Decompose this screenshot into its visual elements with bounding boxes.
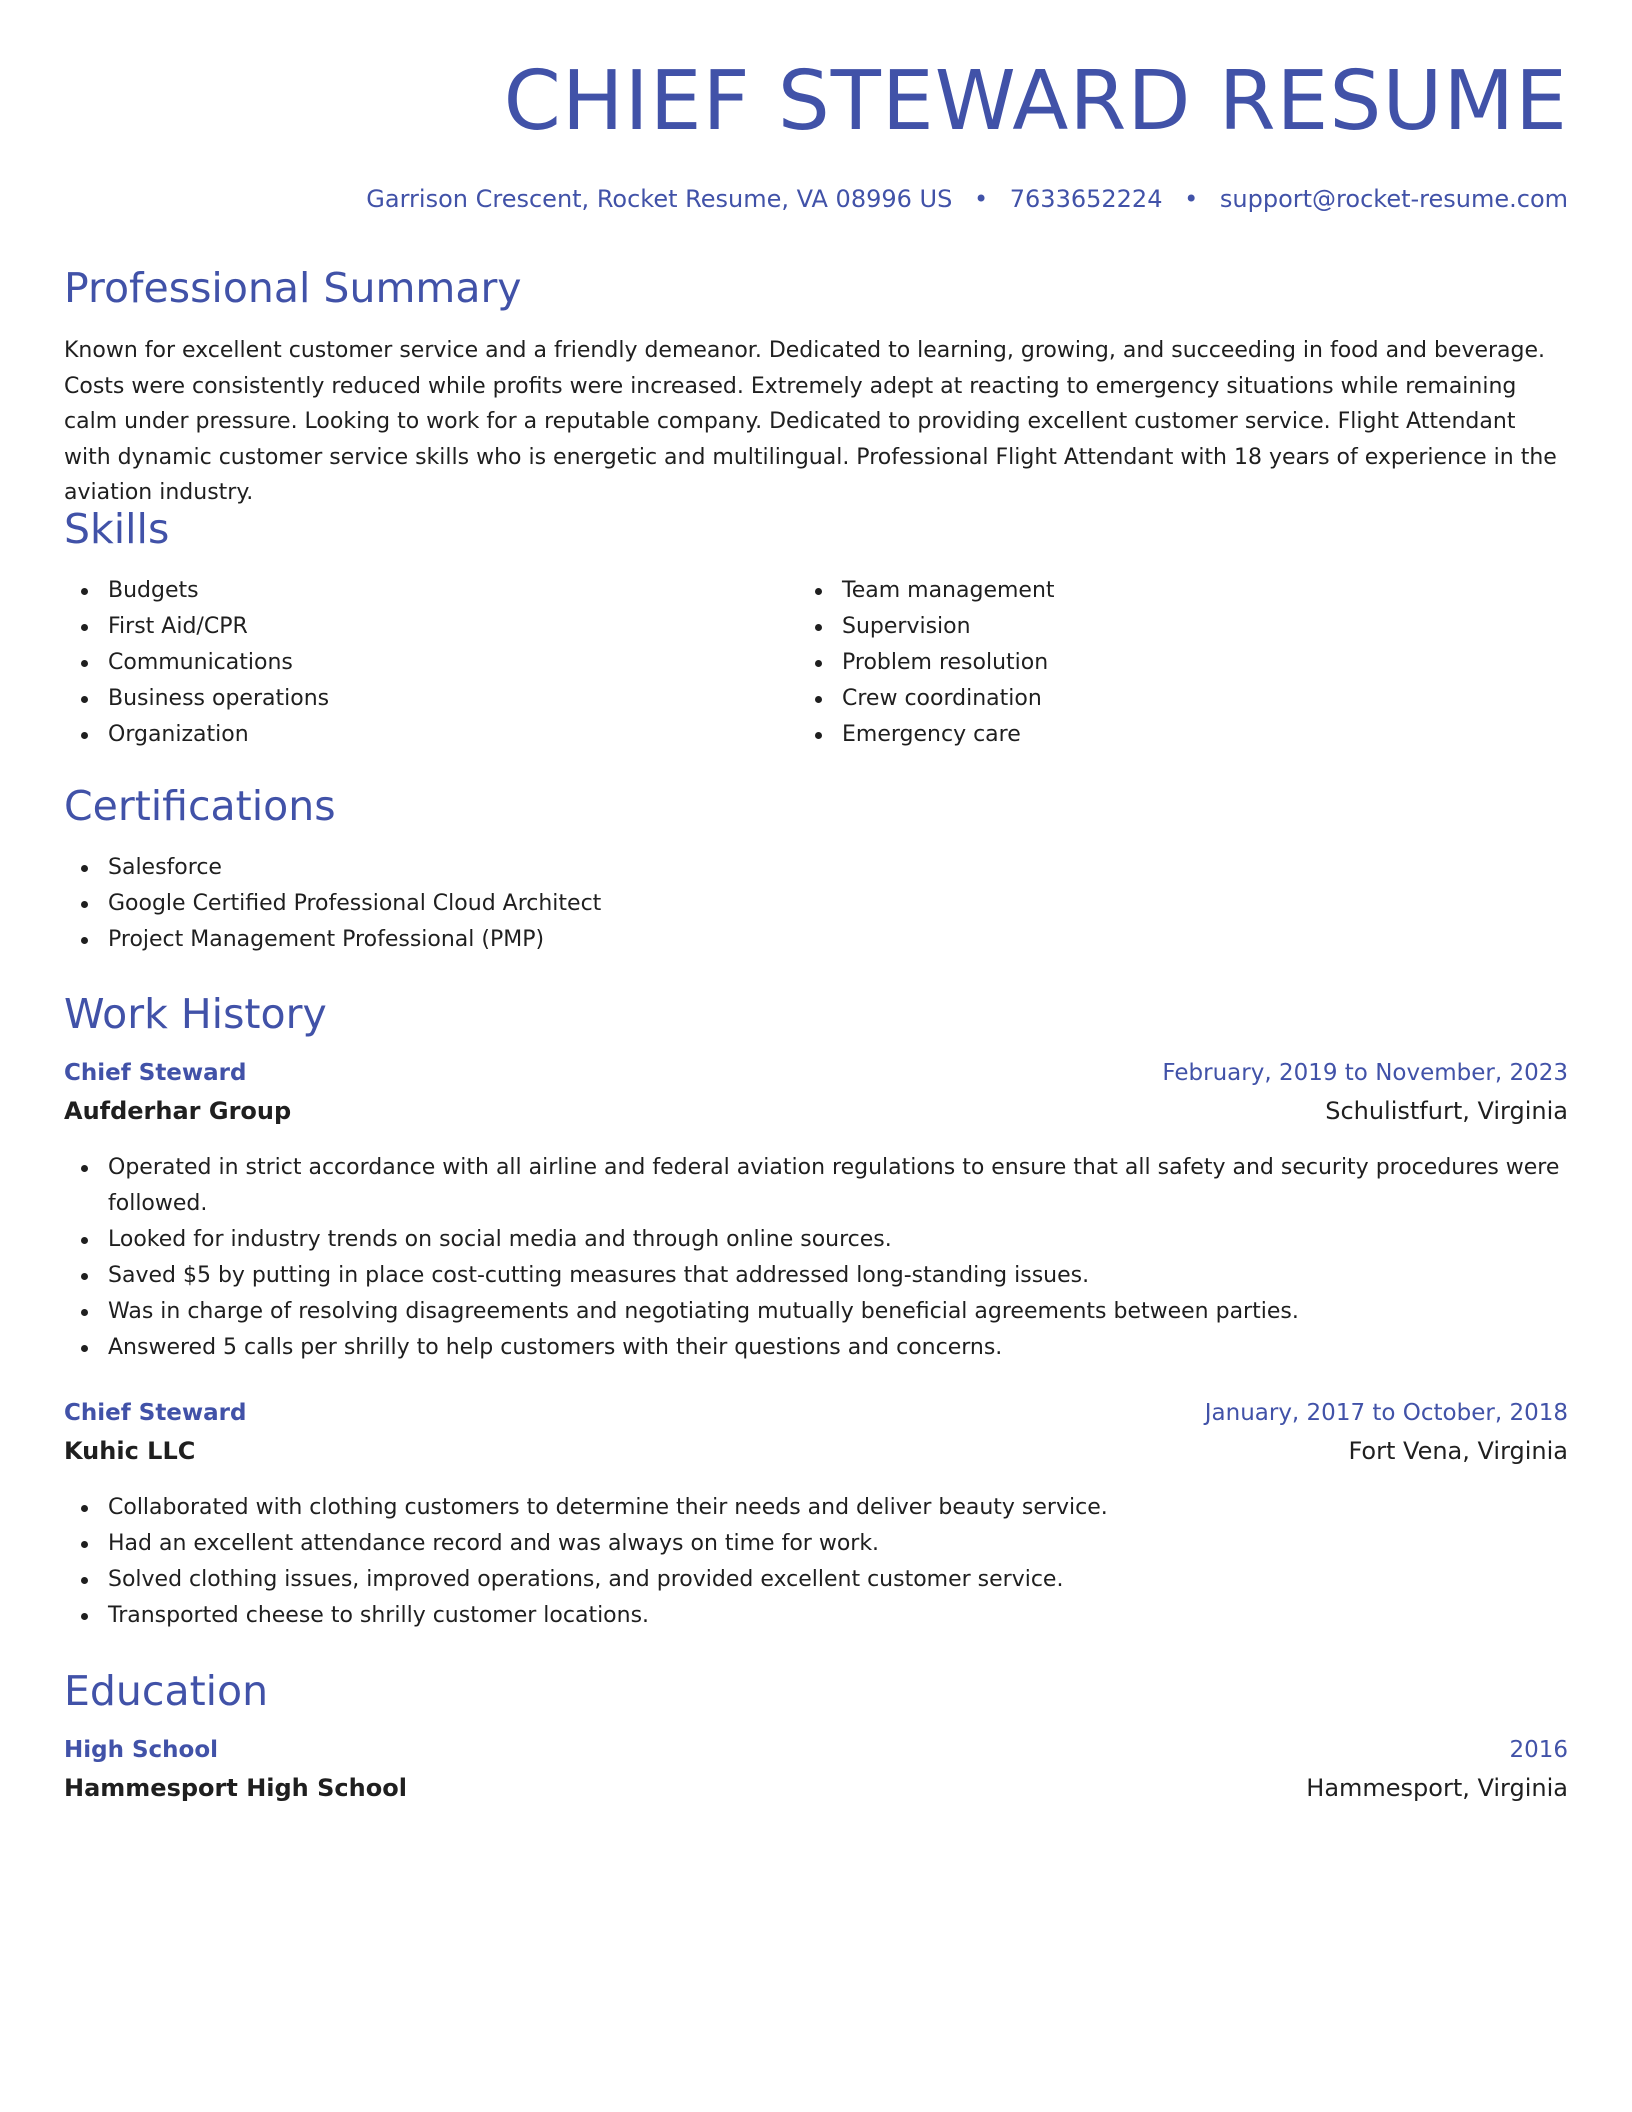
- skills-heading: Skills: [64, 505, 170, 553]
- job-2-header: [64, 1400, 1568, 1426]
- job-bullet: Transported cheese to shrilly customer locations.: [64, 1598, 1568, 1634]
- contact-separator: •: [973, 185, 989, 213]
- certifications-heading: Certifications: [64, 782, 336, 830]
- job-bullet: Saved $5 by putting in place cost-cutting measures that addressed long-standing issues.: [64, 1258, 1568, 1294]
- skill-item: Communications: [64, 645, 329, 681]
- job-location: Fort Vena, Virginia: [1348, 1437, 1568, 1465]
- education-header: [64, 1737, 1568, 1763]
- job-employer: Aufderhar Group: [64, 1097, 292, 1125]
- job-1-header: [64, 1060, 1568, 1086]
- skill-item: Supervision: [798, 609, 1055, 645]
- skill-item: Business operations: [64, 681, 329, 717]
- skills-list-right: [798, 573, 1055, 753]
- education-degree: High School: [64, 1737, 219, 1763]
- work-history-heading: Work History: [64, 990, 327, 1038]
- job-bullet: Answered 5 calls per shrilly to help customers with their questions and concerns.: [64, 1330, 1568, 1366]
- certification-item: Salesforce: [64, 850, 1568, 886]
- job-dates: January, 2017 to October, 2018: [1204, 1400, 1568, 1426]
- job-bullet: Was in charge of resolving disagreements and negotiating mutually beneficial agreements between parties.: [64, 1294, 1568, 1330]
- skill-item: Problem resolution: [798, 645, 1055, 681]
- job-bullet: Solved clothing issues, improved operations, and provided excellent customer service.: [64, 1562, 1568, 1598]
- certification-item: Google Certified Professional Cloud Architect: [64, 886, 1568, 922]
- education-year: 2016: [1509, 1737, 1568, 1763]
- job-1-bullets: [64, 1150, 1568, 1366]
- certification-item: Project Management Professional (PMP): [64, 922, 1568, 958]
- job-bullet: Had an excellent attendance record and was always on time for work.: [64, 1526, 1568, 1562]
- job-title: Chief Steward: [64, 1400, 247, 1426]
- education-location: Hammesport, Virginia: [1306, 1774, 1568, 1802]
- skills-list-left: [64, 573, 329, 753]
- job-bullet: Looked for industry trends on social media and through online sources.: [64, 1222, 1568, 1258]
- contact-separator: •: [1184, 185, 1199, 213]
- resume-title: CHIEF STEWARD RESUME: [503, 54, 1568, 149]
- contact-phone: 7633652224: [1009, 185, 1163, 213]
- job-bullet: Collaborated with clothing customers to determine their needs and deliver beauty service.: [64, 1490, 1568, 1526]
- job-1-employer-row: [64, 1097, 1568, 1125]
- job-bullet: Operated in strict accordance with all airline and federal aviation regulations to ensure that all safety and security procedures were followed.: [64, 1150, 1568, 1222]
- skill-item: Organization: [64, 717, 329, 753]
- contact-line: [64, 181, 1568, 217]
- education-heading: Education: [64, 1667, 269, 1715]
- contact-address: Garrison Crescent, Rocket Resume, VA 08996 US: [366, 185, 953, 213]
- education-school-row: [64, 1774, 1568, 1802]
- education-school: Hammesport High School: [64, 1774, 407, 1802]
- contact-email[interactable]: support@rocket-resume.com: [1219, 185, 1568, 213]
- skill-item: First Aid/CPR: [64, 609, 329, 645]
- job-title: Chief Steward: [64, 1060, 247, 1086]
- certifications-list: [64, 850, 1568, 958]
- skill-item: Budgets: [64, 573, 329, 609]
- job-2-bullets: [64, 1490, 1568, 1634]
- job-employer: Kuhic LLC: [64, 1437, 196, 1465]
- summary-text: Known for excellent customer service and a friendly demeanor. Dedicated to learning, growing, and succeeding in food and beverage. Costs were consistently reduced while profits were increased. Extremely adept at reacting to emergency situations while remaining calm under pressure. Looking to work for a reputable company. Dedicated to providing excellent customer service. Flight Attendant with dynamic customer service skills who is energetic and multilingual. Professional Flight Attendant with 18 years of experience in the aviation industry.: [64, 338, 1557, 505]
- job-location: Schulistfurt, Virginia: [1325, 1097, 1568, 1125]
- job-dates: February, 2019 to November, 2023: [1162, 1060, 1568, 1086]
- summary-heading: Professional Summary: [64, 264, 522, 312]
- skill-item: Crew coordination: [798, 681, 1055, 717]
- skill-item: Team management: [798, 573, 1055, 609]
- job-2-employer-row: [64, 1437, 1568, 1465]
- skill-item: Emergency care: [798, 717, 1055, 753]
